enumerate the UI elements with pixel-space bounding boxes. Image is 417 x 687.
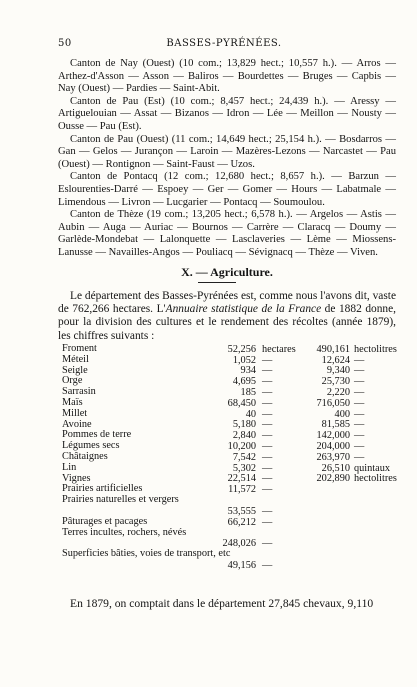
crop-yield: 26,510 bbox=[321, 462, 350, 474]
yield-unit: — bbox=[354, 430, 365, 442]
section-rule bbox=[198, 282, 236, 283]
crop-name: Lin bbox=[62, 461, 77, 473]
canton-list bbox=[58, 58, 396, 260]
intro-text-1: Le département des Basses-Pyrénées est, comme nous l'avons dit, vaste de 762,266 hectares. L' bbox=[58, 290, 396, 316]
crop-name: Légumes secs bbox=[62, 440, 120, 452]
yield-unit: — bbox=[354, 408, 365, 420]
table-row bbox=[58, 528, 396, 550]
crop-area: 5,180 bbox=[232, 419, 256, 431]
area-unit: — bbox=[262, 440, 273, 452]
intro-title-italic: Annuaire statistique de la France bbox=[165, 303, 322, 316]
area-unit: — bbox=[262, 408, 273, 420]
yield-unit: — bbox=[354, 419, 365, 431]
yield-unit: hectolitres bbox=[354, 473, 397, 485]
yield-unit: hectolitres bbox=[354, 343, 397, 355]
table-row bbox=[58, 409, 396, 420]
crop-area: 66,212 bbox=[227, 516, 256, 528]
crop-area: 185 bbox=[240, 386, 256, 398]
table-row bbox=[58, 517, 396, 528]
area-unit: — bbox=[262, 484, 273, 496]
footer-line: En 1879, on comptait dans le département 27,845 chevaux, 9,110 bbox=[70, 597, 374, 610]
crop-name: Prairies artificielles bbox=[62, 483, 143, 495]
crop-yield: 12,624 bbox=[321, 354, 350, 366]
table-row bbox=[58, 495, 396, 517]
intro-text-2: de 1882 donne, pour la division des cultures et le rendement des récoltes (année 1879), les chiffres suivants : bbox=[58, 303, 396, 342]
crop-area: 1,052 bbox=[232, 354, 256, 366]
crop-yield: 716,050 bbox=[316, 397, 350, 409]
area-unit: — bbox=[262, 386, 273, 398]
crop-name: Terres incultes, rochers, névés bbox=[62, 526, 187, 538]
table-row bbox=[58, 355, 396, 366]
crop-yield: 9,340 bbox=[326, 365, 350, 377]
table-row bbox=[58, 452, 396, 463]
crop-yield: 204,000 bbox=[316, 440, 350, 452]
area-unit: — bbox=[262, 376, 273, 388]
crop-area: 40 bbox=[245, 408, 256, 420]
crop-name: Châtaignes bbox=[62, 450, 108, 462]
page-number: 50 bbox=[58, 38, 72, 49]
crop-area: 4,695 bbox=[232, 376, 256, 388]
yield-unit: — bbox=[354, 376, 365, 388]
crop-area: 49,156 bbox=[227, 559, 256, 571]
crop-yield: 2,220 bbox=[326, 386, 350, 398]
crop-yield: 202,890 bbox=[316, 473, 350, 485]
canton-entry: Canton de Thèze (19 com.; 13,205 hect.; 6,578 h.). — Argelos — Astis — Aubin — Auga — Auriac — Bournos — Carrère — Claracq — Doumy — Garlède-Mondebat — Lalonquette — Lasclaveries — Lème — Miossens-Lanusse — Navailles-Angos — Pouliacq — Sévignacq — Thèze — Viven. bbox=[58, 209, 396, 258]
area-unit: — bbox=[262, 354, 273, 366]
crop-name: Maïs bbox=[62, 396, 83, 408]
table-row bbox=[58, 463, 396, 474]
crop-area: 68,450 bbox=[227, 397, 256, 409]
crop-area: 5,302 bbox=[232, 462, 256, 474]
table-row bbox=[58, 549, 396, 571]
area-unit: — bbox=[262, 365, 273, 377]
area-unit: — bbox=[262, 451, 273, 463]
area-unit: — bbox=[262, 559, 273, 571]
crop-name: Froment bbox=[62, 343, 97, 354]
crop-name: Pommes de terre bbox=[62, 429, 132, 441]
crop-area: 934 bbox=[240, 365, 256, 377]
canton-entry: Canton de Nay (Ouest) (10 com.; 13,829 hect.; 10,557 h.). — Arros — Arthez-d'Asson — Asson — Baliros — Bourdettes — Bruges — Capbis — Nay (Ouest) — Pardies — Saint-Abit. bbox=[58, 58, 396, 95]
area-unit: — bbox=[262, 430, 273, 442]
crop-name: Sarrasin bbox=[62, 386, 96, 398]
crop-name: Pâturages et pacages bbox=[62, 515, 148, 527]
crop-name: Vignes bbox=[62, 472, 91, 484]
crop-yield: 81,585 bbox=[321, 419, 350, 431]
crop-yield: 400 bbox=[334, 408, 350, 420]
crop-yield: 263,970 bbox=[316, 451, 350, 463]
yield-unit: quintaux bbox=[354, 462, 391, 474]
canton-entry: Canton de Pau (Est) (10 com.; 8,457 hect.; 24,439 h.). — Aressy — Artiguelouian — Assat — Bizanos — Idron — Lée — Meillon — Nousty — Ousse — Pau (Est). bbox=[58, 95, 396, 132]
canton-entry: Canton de Pau (Ouest) (11 com.; 14,649 hect.; 25,154 h.). — Bosdarros — Gan — Gelos — Jurançon — Laroin — Mazères-Lezons — Narcastet — Pau (Ouest) — Rontignon — Saint-Faust — Uzos. bbox=[58, 133, 396, 170]
intro-paragraph bbox=[58, 290, 396, 343]
yield-unit: — bbox=[354, 440, 365, 452]
crop-name: Méteil bbox=[62, 353, 89, 365]
crop-area: 10,200 bbox=[227, 440, 256, 452]
table-row bbox=[58, 398, 396, 409]
crop-area: 11,572 bbox=[228, 484, 256, 496]
yield-unit: — bbox=[354, 354, 365, 366]
crop-area: 53,555 bbox=[227, 505, 256, 517]
crop-name: Avoine bbox=[62, 418, 92, 430]
area-unit: — bbox=[262, 462, 273, 474]
crop-name: Superficies bâties, voies de transport, etc bbox=[62, 548, 231, 560]
yield-unit: — bbox=[354, 386, 365, 398]
table-row bbox=[58, 376, 396, 387]
crop-area: 2,840 bbox=[232, 430, 256, 442]
crop-name: Millet bbox=[62, 407, 88, 419]
table-row bbox=[58, 387, 396, 398]
crop-name: Seigle bbox=[62, 364, 88, 376]
crop-area: 248,026 bbox=[222, 538, 256, 550]
yield-unit: — bbox=[354, 451, 365, 463]
table-row bbox=[58, 441, 396, 452]
crop-yield: 142,000 bbox=[316, 430, 350, 442]
yield-unit: — bbox=[354, 397, 365, 409]
area-unit: — bbox=[262, 419, 273, 431]
area-unit: hectares bbox=[262, 343, 296, 355]
area-unit: — bbox=[262, 505, 273, 517]
crop-yield: 25,730 bbox=[321, 376, 350, 388]
area-unit: — bbox=[262, 397, 273, 409]
running-title: BASSES-PYRÉNÉES. bbox=[166, 38, 282, 49]
crop-table bbox=[58, 344, 396, 571]
area-unit: — bbox=[262, 538, 273, 550]
area-unit: — bbox=[262, 516, 273, 528]
crop-area: 52,256 bbox=[227, 343, 256, 355]
crop-area: 22,514 bbox=[227, 473, 256, 485]
crop-name: Prairies naturelles et vergers bbox=[62, 494, 179, 506]
crop-area: 7,542 bbox=[232, 451, 256, 463]
crop-name: Orge bbox=[62, 375, 83, 387]
yield-unit: — bbox=[354, 365, 365, 377]
section-title: X. — Agriculture. bbox=[181, 265, 273, 279]
crop-yield: 490,161 bbox=[316, 343, 350, 355]
canton-entry: Canton de Pontacq (12 com.; 12,680 hect.; 8,657 h.). — Barzun — Eslourenties-Darré — Espoey — Ger — Gomer — Hours — Labatmale — Limendous — Livron — Lucgarier — Pontacq — Soumoulou. bbox=[58, 171, 396, 208]
table-row bbox=[58, 366, 396, 377]
table-row bbox=[58, 344, 396, 355]
area-unit: — bbox=[262, 473, 273, 485]
